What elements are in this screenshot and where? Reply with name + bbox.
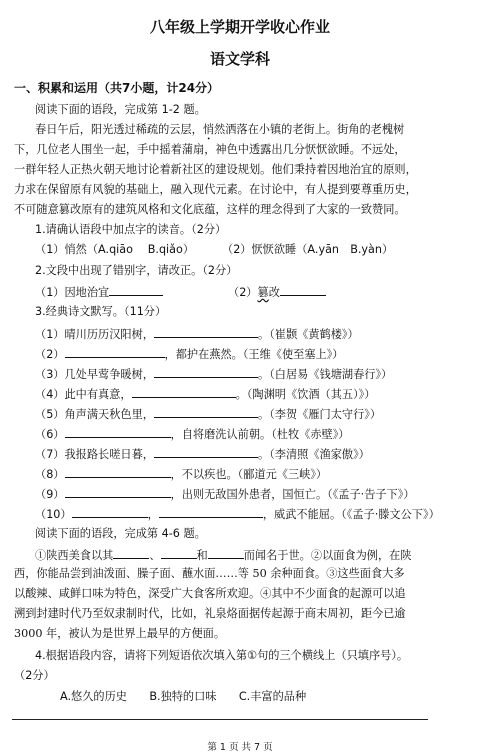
question-3-stem: 3.经典诗文默写。（11分） <box>35 305 167 318</box>
page-number: 第 1 页 共 7 页 <box>207 742 273 753</box>
answer-blank[interactable] <box>154 366 258 378</box>
passage-line: 溯到封建时代乃至奴隶制时代，比如，礼泉烙面据传起源于商末周初，距今已逾 <box>14 607 406 620</box>
answer-blank[interactable] <box>65 426 171 438</box>
answer-blank[interactable] <box>65 346 165 358</box>
poem-item: （2） ，都护在燕然。（王维《使至塞上》） <box>35 348 344 361</box>
answer-blank[interactable] <box>154 446 258 458</box>
answer-blank[interactable] <box>109 284 163 296</box>
section-heading: 一、积累和运用（共7小题，计24分） <box>14 81 220 95</box>
poem-item: （4）此中有真意， 。（陶渊明《饮酒（其五）》） <box>35 388 376 401</box>
question-4-stem: 4.根据语段内容，请将下列短语依次填入第①句的三个横线上（只填序号）。 <box>35 649 409 662</box>
reading-intro-2: 阅读下面的语段，完成第 4-6 题。 <box>35 527 206 540</box>
poem-item: （6） ，自将磨洗认前朝。（杜牧《赤壁》） <box>35 428 350 441</box>
question-1-option: （2）恹恹欲睡（A.yān B.yàn） <box>222 243 394 256</box>
passage-line: 春日午后，阳光透过稀疏的云层，悄然洒落在小镇的老街上。街角的老槐树 <box>35 123 405 136</box>
answer-blank[interactable] <box>154 406 258 418</box>
reading-intro-1: 阅读下面的语段，完成第 1-2 题。 <box>35 103 206 116</box>
poem-item: （10） ， ，威武不能屈。（《孟子·滕文公下》） <box>35 508 440 521</box>
passage-line: 西，你能品尝到油泼面、臊子面、蘸水面……等 50 余种面食。③这些面食大多 <box>14 567 405 580</box>
answer-blank[interactable] <box>132 386 236 398</box>
fill-blank[interactable] <box>113 547 149 559</box>
passage-line: 力求在保留原有风貌的基础上，融入现代元素。在讨论中，有人提到要尊重历史， <box>14 183 417 196</box>
poem-item: （1）晴川历历汉阳树， 。（崔颢《黄鹤楼》） <box>35 328 359 341</box>
answer-blank[interactable] <box>65 486 171 498</box>
question-2-stem: 2.文段中出现了错别字，请改正。（2分） <box>35 264 238 277</box>
footer-rule <box>12 719 428 720</box>
poem-item: （3）几处早莺争暖树， 。（白居易《钱塘湖春行》） <box>35 368 393 381</box>
wavy-underlined-char: 篡 <box>257 286 269 299</box>
answer-blank[interactable] <box>65 466 171 478</box>
answer-blank[interactable] <box>280 284 326 296</box>
question-2-item: （2）篡改 <box>228 284 468 300</box>
fill-blank[interactable] <box>161 547 197 559</box>
passage-line: 下，几位老人围坐一起，手中摇着蒲扇，神色中透露出几分恹恹欲睡。不远处， <box>14 143 406 156</box>
passage-line: 以酸辣、咸鲜口味为特色，深受广大食客所欢迎。④其中不少面食的起源可以追 <box>14 587 406 600</box>
answer-blank[interactable] <box>72 506 148 518</box>
passage-line: 3000 年，被认为是世界上最早的方便面。 <box>14 627 226 640</box>
passage-line: 不可随意篡改原有的建筑风格和文化底蕴，这样的理念得到了大家的一致赞同。 <box>14 203 406 216</box>
question-4-options: A.悠久的历史 B.独特的口味 C.丰富的品种 <box>60 690 307 703</box>
passage-line: 一群年轻人正热火朝天地讨论着新社区的建设规划。他们秉持着因地治宜的原则， <box>14 163 417 176</box>
page-title: 八年级上学期开学收心作业 <box>149 18 330 36</box>
passage-line: ①陕西美食以其 、 和 而闻名于世。②以面食为例，在陕 <box>35 549 412 562</box>
question-1-option: （1）悄然（A.qiāo B.qiǎo） <box>35 243 195 256</box>
poem-item: （7）我报路长嗟日暮， 。（李清照《渔家傲》） <box>35 448 370 461</box>
question-2-item: （1）因地治宜 <box>35 284 468 300</box>
question-4-score: （2分） <box>14 669 55 682</box>
answer-blank[interactable] <box>159 506 263 518</box>
poem-item: （5）角声满天秋色里， 。（李贺《雁门太守行》） <box>35 408 382 421</box>
page-subtitle: 语文学科 <box>209 50 270 68</box>
dotted-char: 悄 <box>202 123 215 136</box>
fill-blank[interactable] <box>208 547 244 559</box>
poem-item: （9） ，出则无敌国外患者，国恒亡。（《孟子·告子下》） <box>35 488 415 501</box>
question-1-stem: 1.请确认语段中加点字的读音。（2分） <box>35 223 227 236</box>
dotted-char: 恹 <box>304 143 317 156</box>
answer-blank[interactable] <box>154 326 258 338</box>
poem-item: （8） ，不以疾也。（郦道元《三峡》） <box>35 468 328 481</box>
